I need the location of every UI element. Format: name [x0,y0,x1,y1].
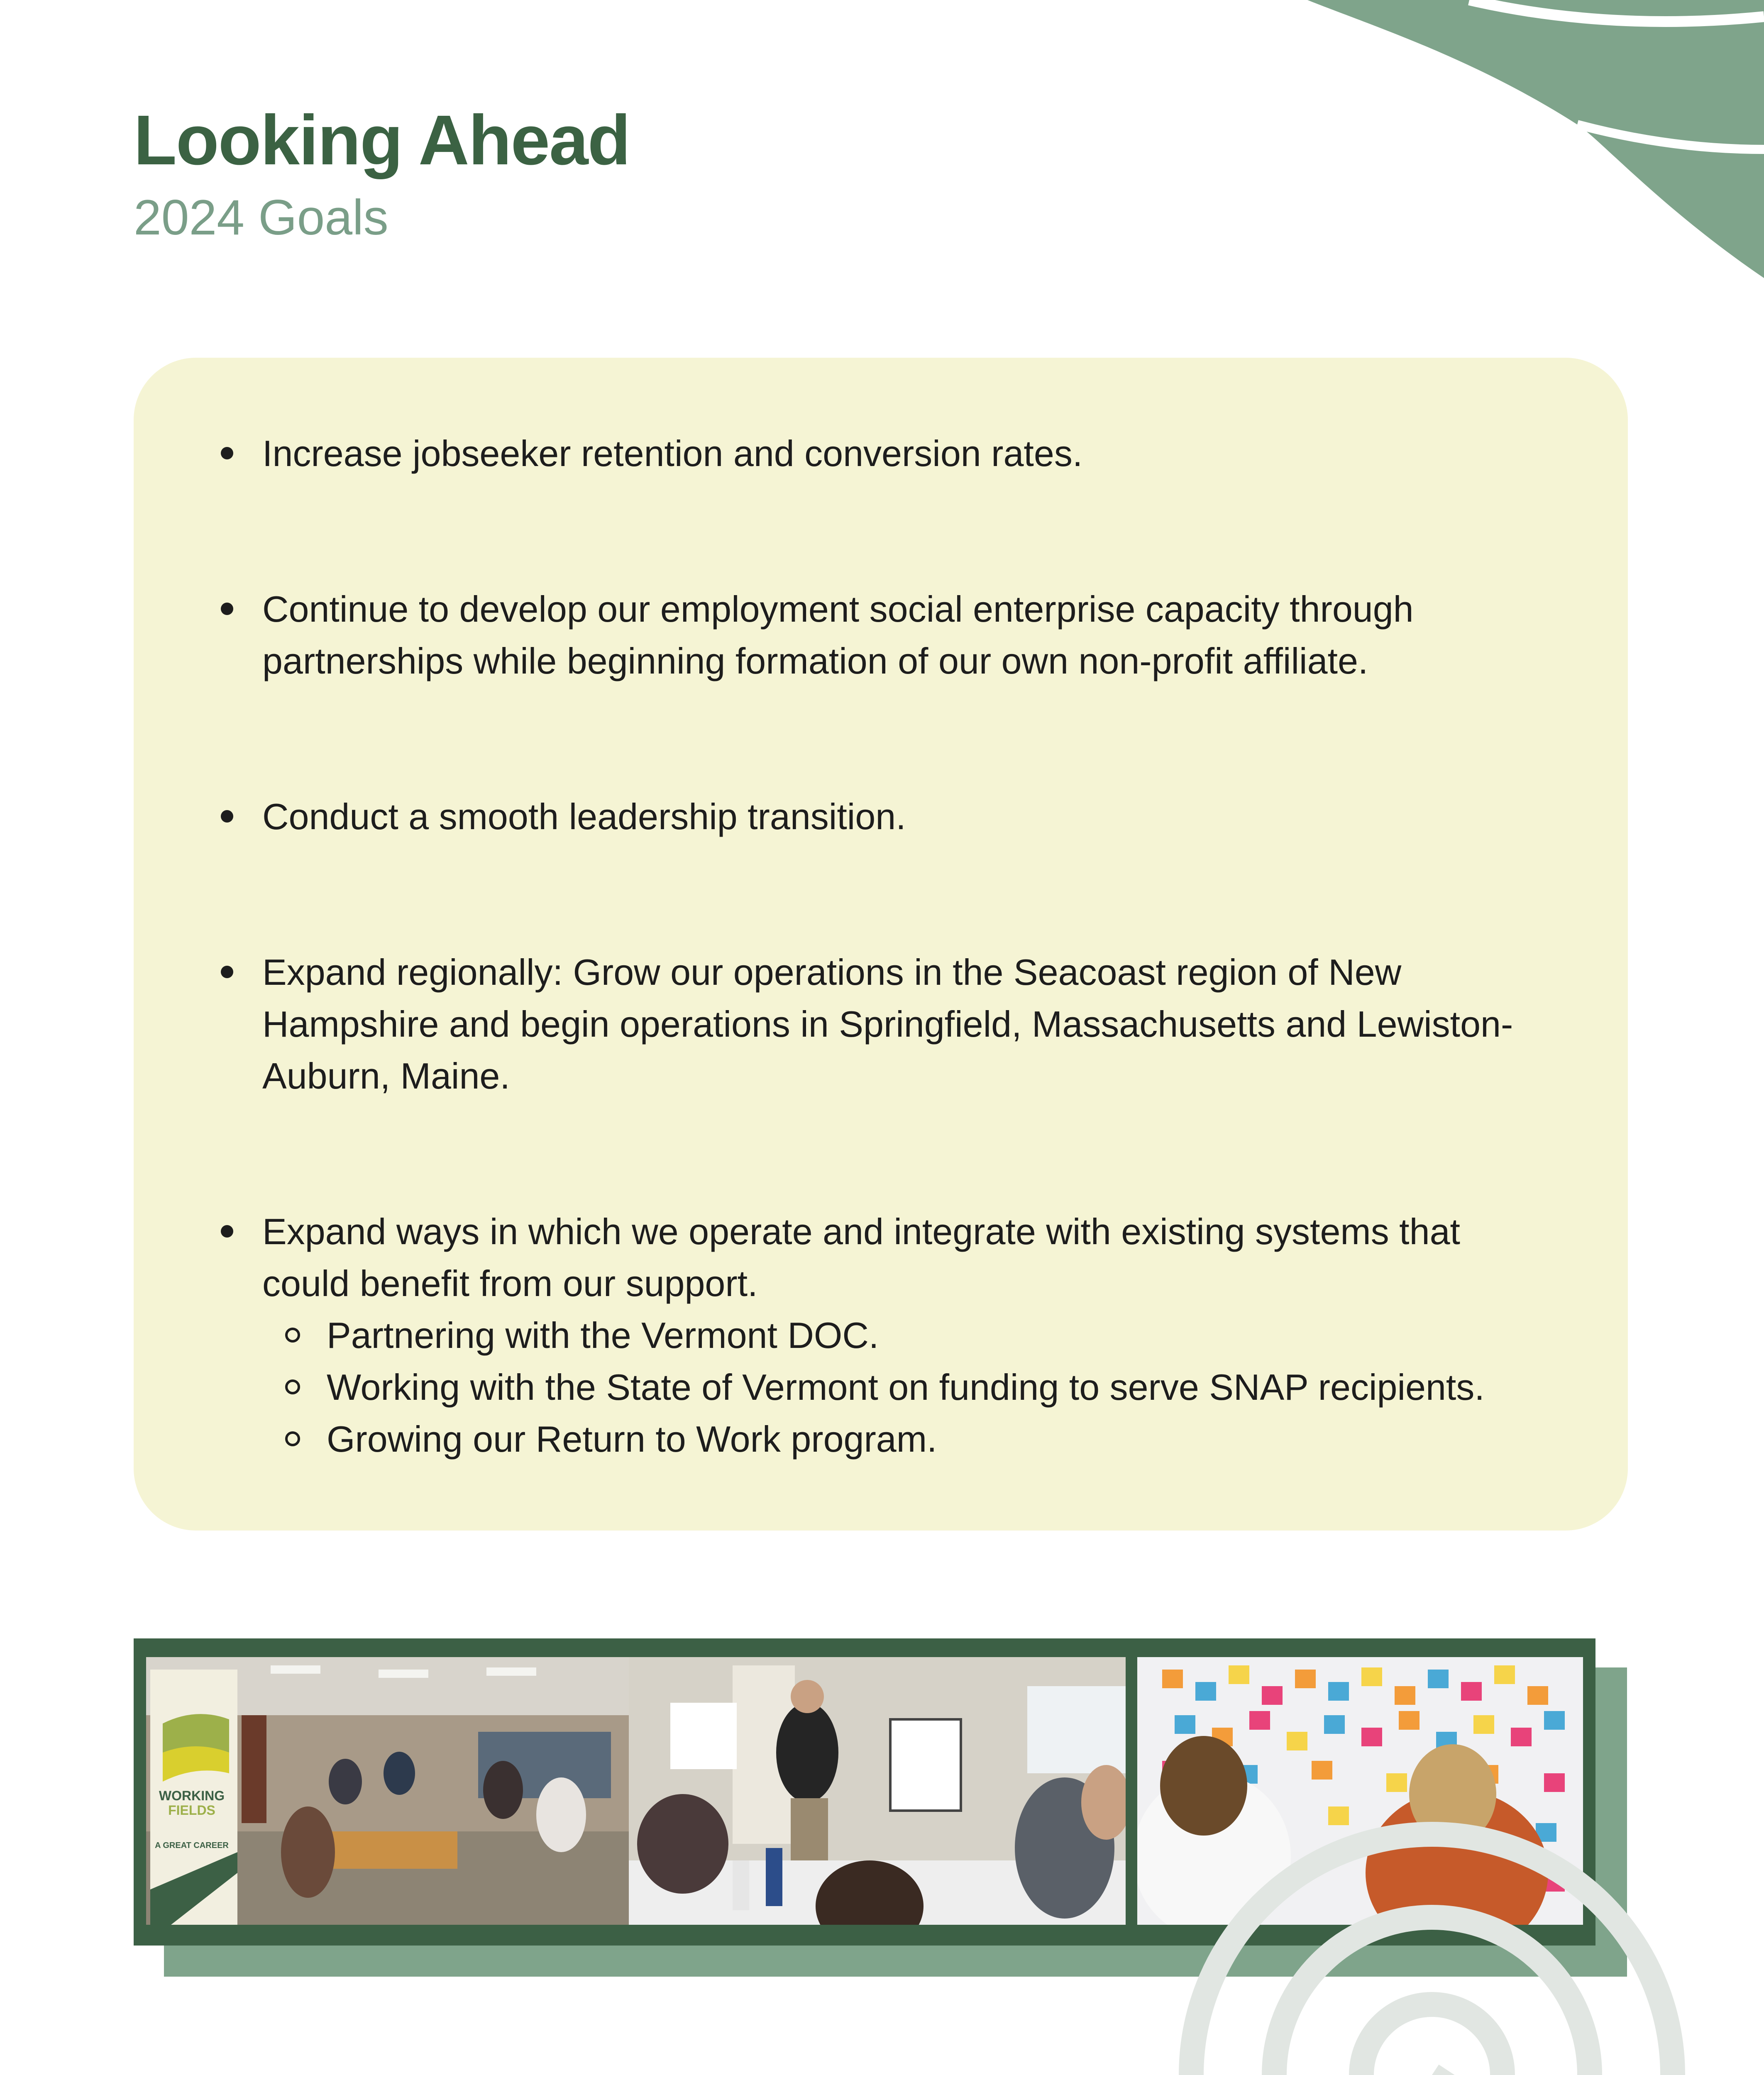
goal-text-line: Hampshire and begin operations in Springfield, Massachusetts and Lewiston- [262,1003,1513,1045]
goal-item [262,427,1566,479]
page-title: Looking Ahead [134,101,630,180]
banner-text: A GREAT CAREER [155,1841,229,1850]
goal-item [262,791,1566,842]
goal-text-line: Continue to develop our employment social enterprise capacity through [262,588,1414,630]
goal-item [262,1206,1566,1309]
goal-text-line: Conduct a smooth leadership transition. [262,796,906,837]
goal-item [262,946,1566,1102]
banner-text: FIELDS [168,1803,215,1818]
goal-text-line: Expand ways in which we operate and integrate with existing systems that [262,1211,1460,1252]
page-subtitle: 2024 Goals [134,190,388,245]
sub-goal-item: Partnering with the Vermont DOC. [327,1309,1572,1361]
goal-text-line: partnerships while beginning formation of our own non-profit affiliate. [262,640,1368,681]
sub-goal-item: Growing our Return to Work program. [327,1413,1572,1465]
target-arrow-icon [1141,1818,1764,2075]
goal-item [262,583,1566,687]
workshop-presentation-photo [629,1657,1126,1925]
goal-text-line: Auburn, Maine. [262,1055,510,1096]
goal-text-line: Expand regionally: Grow our operations in the Seacoast region of New [262,952,1402,993]
goal-text-line: could benefit from our support. [262,1263,758,1304]
goals-panel [134,358,1628,1531]
goal-text-line: Increase jobseeker retention and conversion rates. [262,433,1083,474]
career-fair-photo [146,1657,629,1925]
sub-goal-item: Working with the State of Vermont on funding to serve SNAP recipients. [327,1361,1572,1413]
banner-text: WORKING [159,1788,225,1803]
